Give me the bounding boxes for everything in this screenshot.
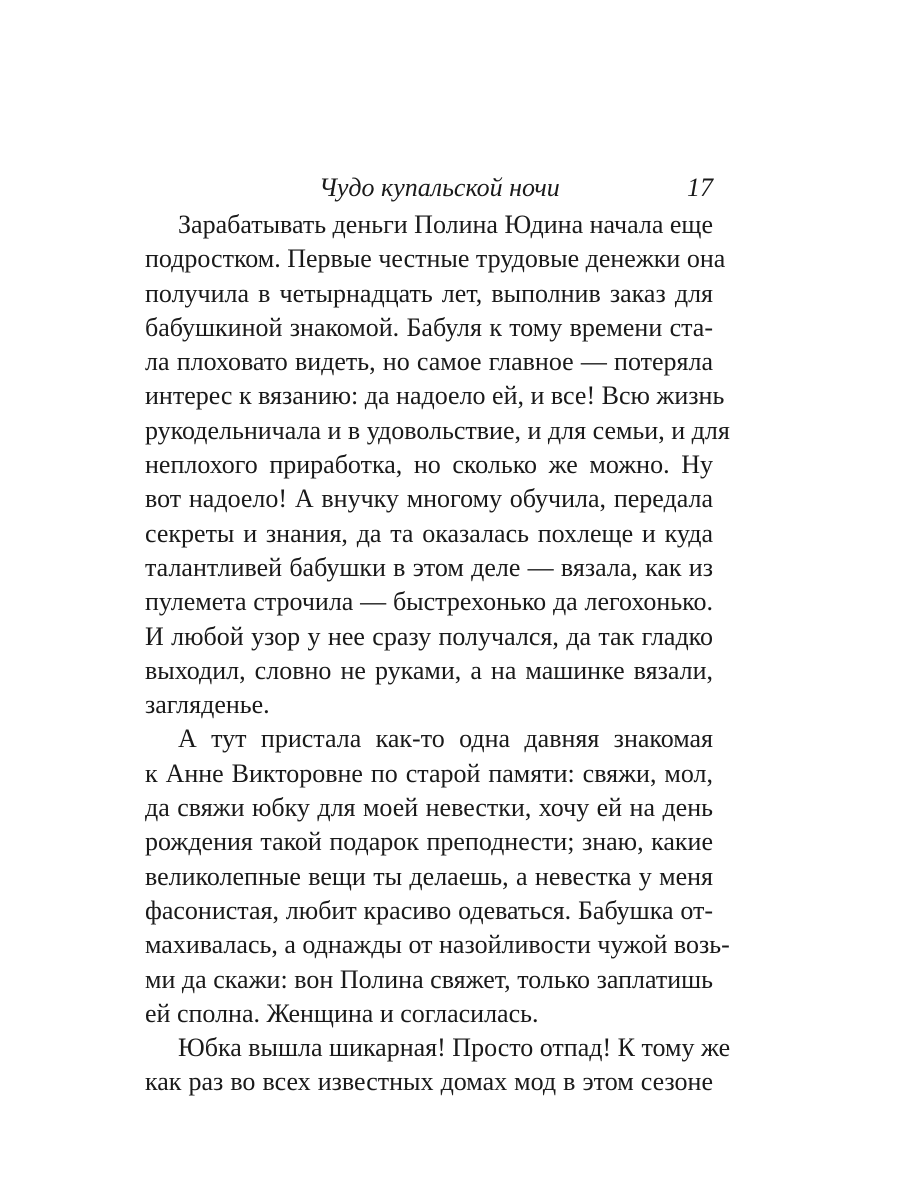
body-text [145, 208, 731, 1100]
text-line: талантливей бабушки в этом деле — вязала, как из [145, 552, 713, 582]
text-line: вот надоело! А внучку многому обучила, передала [145, 484, 713, 514]
running-title: Чудо купальской ночи [319, 173, 560, 202]
text-line: А тут пристала как-то одна давняя знакомая [178, 724, 713, 754]
paragraph-1 [145, 208, 730, 722]
text-line: рукодельничала и в удовольствие, и для семьи, и для [145, 415, 730, 445]
text-line: махивалась, а однажды от назойливости чужой возь- [145, 930, 730, 960]
running-head [145, 170, 713, 206]
text-line: бабушкиной знакомой. Бабуля к тому времени ста- [145, 312, 713, 342]
text-line: секреты и знания, да та оказалась похлеще и куда [145, 518, 713, 548]
text-line: да свяжи юбку для моей невестки, хочу ей на день [145, 793, 713, 823]
text-line: ми да скажи: вон Полина свяжет, только заплатишь [145, 964, 713, 994]
text-line: загляденье. [145, 690, 270, 720]
text-line: как раз во всех известных домах мод в этом сезоне [145, 1067, 713, 1097]
text-line: рождения такой подарок преподнести; знаю, какие [145, 827, 713, 857]
paragraph-2 [145, 722, 730, 1031]
text-line: пулемета строчила — быстрехонько да легохонько. [145, 587, 713, 617]
text-line: неплохого приработка, но сколько же можно. Ну [145, 450, 713, 480]
text-line: Зарабатывать деньги Полина Юдина начала еще [178, 210, 713, 239]
text-line: интерес к вязанию: да надоело ей, и все! Всю жизнь [145, 381, 725, 411]
text-line: подростком. Первые честные трудовые денежки она [145, 244, 726, 274]
text-line: к Анне Викторовне по старой памяти: свяжи, мол, [145, 758, 713, 788]
text-line: Юбка вышла шикарная! Просто отпад! К тому же [178, 1033, 731, 1063]
text-line: получила в четырнадцать лет, выполнив заказ для [145, 278, 713, 308]
text-line: ей сполна. Женщина и согласилась. [145, 998, 539, 1028]
text-line: фасонистая, любит красиво одеваться. Бабушка от- [145, 895, 713, 925]
text-line: ла плоховато видеть, но самое главное — потеряла [145, 347, 713, 377]
text-line: великолепные вещи ты делаешь, а невестка у меня [145, 861, 713, 891]
page-number: 17 [687, 173, 713, 202]
text-line: выходил, словно не руками, а на машинке вязали, [145, 655, 713, 685]
paragraph-3 [145, 1031, 731, 1100]
text-line: И любой узор у нее сразу получался, да так гладко [145, 621, 713, 651]
